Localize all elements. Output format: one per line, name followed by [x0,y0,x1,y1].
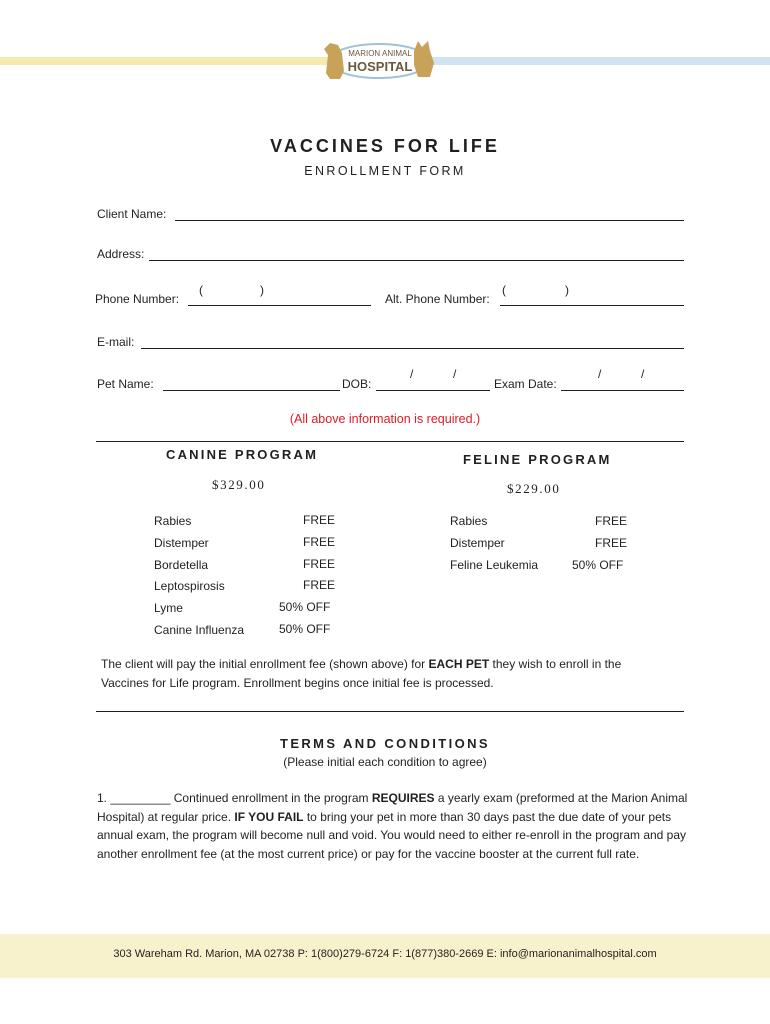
page-title: VACCINES FOR LIFE [270,136,500,156]
footer-contact: 303 Wareham Rd. Marion, MA 02738 P: 1(800)279-6724 F: 1(877)380-2669 E: info@marionanimalhospital.com [113,948,657,960]
alt-phone-area-close: ) [565,283,569,297]
alt-phone-field[interactable] [500,305,684,306]
divider-top [96,441,684,442]
canine-item-price: FREE [303,557,336,571]
canine-heading: CANINE PROGRAM [166,447,319,462]
logo-line2: HOSPITAL [347,59,413,74]
exam-date-slash-2: / [641,367,645,381]
feline-item-price: 50% OFF [572,558,624,572]
logo-line1: MARION ANIMAL [348,49,412,58]
enrollment-note-emphasis: EACH PET [428,657,490,671]
canine-item-price: FREE [303,535,336,549]
dob-slash-1: / [410,367,414,381]
feline-heading: FELINE PROGRAM [463,452,612,467]
divider-bottom [96,711,684,712]
alt-phone-area-open: ( [502,283,506,297]
alt-phone-label: Alt. Phone Number: [385,292,490,306]
feline-item-name: Rabies [450,514,488,528]
feline-item-price: FREE [595,536,628,550]
address-label: Address: [97,247,145,261]
dob-label: DOB: [342,377,372,391]
phone-field[interactable] [188,305,371,306]
terms-subheading: (Please initial each condition to agree) [283,755,487,769]
canine-item-price: 50% OFF [279,600,331,614]
email-label: E-mail: [97,335,135,349]
canine-item-name: Lyme [154,601,183,615]
canine-item-name: Distemper [154,536,209,550]
canine-item-price: FREE [303,578,336,592]
exam-date-slash-1: / [598,367,602,381]
phone-area-open: ( [199,283,203,297]
phone-area-close: ) [260,283,264,297]
canine-item-price: FREE [303,513,336,527]
dob-slash-2: / [453,367,457,381]
header-stripe-yellow [0,57,345,65]
canine-item-name: Bordetella [154,558,209,572]
terms-initial-blank[interactable]: 1. _________ [97,791,171,805]
hospital-logo [318,33,440,85]
terms-condition-1: 1. _________ Continued enrollment in the program REQUIRES a yearly exam (preformed at the Marion Animal Hospital) at regular price. IF YOU FAIL to bring your pet in more than 30 days past the due date of your pets annual exam, the program will become null and void. You would need to either re-enroll in the program and pay another enrollment fee (at the most current price) or pay for the vaccine booster at the current full rate. [97,791,688,861]
pet-name-label: Pet Name: [97,377,154,391]
pet-name-field[interactable] [163,390,340,391]
canine-item-name: Canine Influenza [154,623,245,637]
feline-price: $229.00 [507,481,561,496]
enrollment-note: The client will pay the initial enrollment fee (shown above) for EACH PET they wish to enroll in the Vaccines for Life program. Enrollment begins once initial fee is processed. [101,657,622,690]
client-name-label: Client Name: [97,207,167,221]
address-field[interactable] [149,260,684,261]
canine-price: $329.00 [212,477,266,492]
page-subtitle: ENROLLMENT FORM [304,164,466,178]
header-stripe-blue [420,57,770,65]
feline-item-name: Distemper [450,536,505,550]
canine-item-price: 50% OFF [279,622,331,636]
terms-heading: TERMS AND CONDITIONS [279,736,491,751]
feline-item-name: Feline Leukemia [450,558,539,572]
exam-date-label: Exam Date: [494,377,557,391]
canine-item-name: Leptospirosis [154,579,225,593]
exam-date-field[interactable] [561,390,684,391]
phone-label: Phone Number: [95,292,180,306]
canine-item-name: Rabies [154,514,192,528]
feline-item-price: FREE [595,514,628,528]
dob-field[interactable] [376,390,490,391]
required-note: (All above information is required.) [289,412,481,426]
email-field[interactable] [141,348,684,349]
client-name-field[interactable] [175,220,684,221]
